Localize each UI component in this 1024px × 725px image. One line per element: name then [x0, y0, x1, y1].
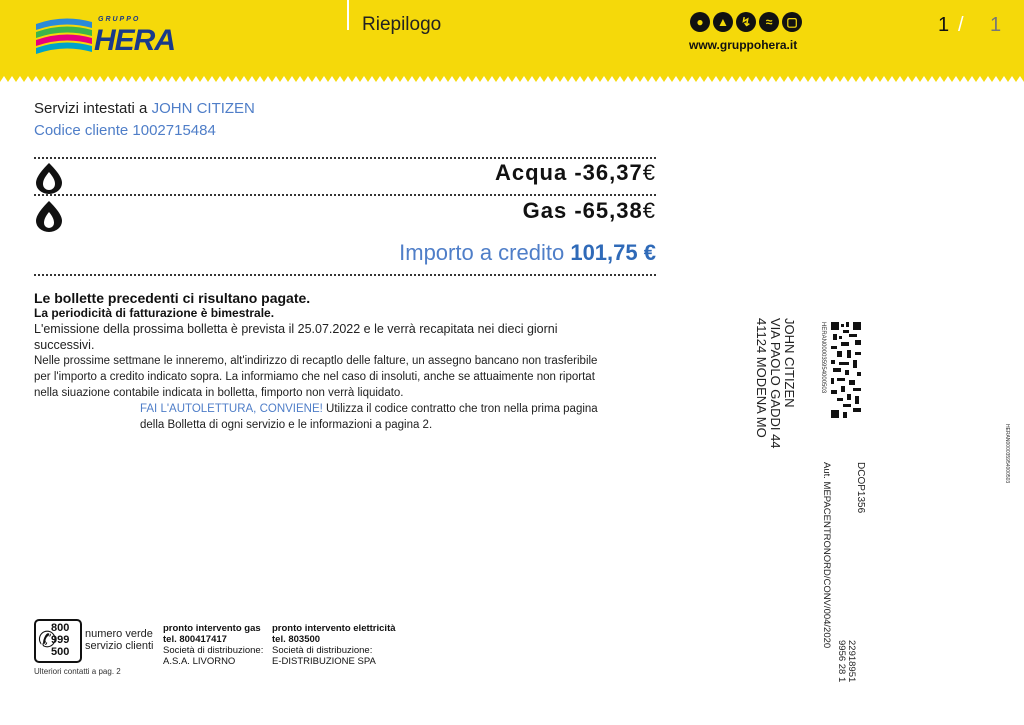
- more-contacts-note: Ulteriori contatti a pag. 2: [34, 667, 121, 676]
- divider-dotted: [34, 157, 656, 159]
- self-reading-highlight: FAI L'AUTOLETTURA, CONVIENE!: [140, 403, 323, 415]
- heat-icon: ≈: [759, 12, 779, 32]
- service-amount-acqua: Acqua -36,37€: [494, 160, 656, 185]
- page-current: 1: [938, 14, 950, 36]
- gas-emergency-title: pronto intervento gas: [163, 623, 261, 634]
- credit-label: Importo a credito: [399, 240, 565, 265]
- recipient-street: VIA PAOLO GADDI 44: [768, 318, 783, 449]
- toll-free-number: 800 999 500: [51, 622, 70, 658]
- credit-amount: 101,75: [570, 240, 638, 265]
- postal-code-1: 22918951: [846, 640, 857, 683]
- page-separator: /: [958, 14, 964, 36]
- el-distributor-label: Società di distribuzione:: [272, 645, 373, 656]
- customer-code-line: [34, 122, 216, 139]
- water-drop-icon: ●: [690, 12, 710, 32]
- electricity-emergency: [272, 623, 396, 667]
- postal-authorization: Aut. MEPACENTRONORD/CONV/004/2020: [821, 462, 832, 649]
- gas-emergency: [163, 623, 263, 667]
- el-emergency-title: pronto intervento elettricità: [272, 623, 396, 634]
- page-total: 1: [990, 14, 1002, 36]
- credit-amount-line: [399, 240, 656, 266]
- hera-logo: [34, 14, 176, 64]
- header-bar: [0, 0, 1024, 84]
- recipient-address: [754, 318, 796, 449]
- header-zigzag-edge: [0, 74, 1024, 84]
- credit-currency: €: [643, 240, 656, 265]
- customer-line: [34, 100, 255, 117]
- customer-name: JOHN CITIZEN: [151, 100, 255, 117]
- self-reading-text: Utilizza il codice contratto che tron nella prima pagina della Bolletta di ogni servizio e le informazioni a pagina 2.: [140, 403, 598, 431]
- electricity-icon: ↯: [736, 12, 756, 32]
- brand-name: HERA: [94, 24, 176, 57]
- page-title: Riepilogo: [362, 14, 442, 35]
- el-distributor: E-DISTRIBUZIONE SPA: [272, 656, 376, 667]
- customer-label: Servizi intestati a: [34, 100, 148, 117]
- qr-code: [829, 320, 863, 420]
- postal-codes: [836, 640, 856, 682]
- website-link[interactable]: www.gruppohera.it: [689, 38, 798, 52]
- customer-code-label: Codice cliente: [34, 122, 129, 139]
- header-divider: [347, 0, 349, 30]
- customer-code: 1002715484: [132, 122, 216, 139]
- recipient-city: 41124 MODENA MO: [754, 318, 769, 438]
- message-block: [34, 290, 614, 433]
- side-code: HERAN000035954000503: [1004, 424, 1010, 484]
- gas-emergency-tel[interactable]: tel. 800417417: [163, 634, 227, 645]
- toll-free-badge: [34, 619, 82, 663]
- message-next-bill: L'emissione della prossima bolletta è prevista il 25.07.2022 e le verrà recapitata nei dieci giorni successivi.: [34, 322, 558, 352]
- gas-flame-icon: [34, 200, 64, 232]
- message-cheque-info: Nelle prossime settmane le inneremo, alt'indirizzo di recaptlo delle falture, un assegno bancano non trasferibile per l'importo a credito indicato sopra. La informiamo che nel caso di insoluti, anche se attuaimente non riportat nella siuazione contabile indicata in bolletta, fimporto non verrà liquidato.: [34, 355, 598, 399]
- dcop-code: DCOP1356: [855, 462, 866, 514]
- postal-code-2: 9956 28 1: [836, 640, 847, 683]
- water-flame-icon: [34, 162, 64, 194]
- message-subtitle: La periodicità di fatturazione è bimestrale.: [34, 306, 275, 320]
- service-icons: [690, 12, 802, 32]
- el-emergency-tel[interactable]: tel. 803500: [272, 634, 321, 645]
- brand-group-label: GRUPPO: [98, 16, 141, 23]
- divider-dotted: [34, 194, 656, 196]
- gas-distributor-label: Società di distribuzione:: [163, 645, 264, 656]
- message-title: Le bollette precedenti ci risultano pagate.: [34, 290, 311, 306]
- message-self-reading: [34, 401, 614, 433]
- service-amount-gas: Gas -65,38€: [522, 198, 656, 223]
- recipient-name: JOHN CITIZEN: [782, 318, 797, 408]
- phone-icon: ✆: [38, 627, 57, 652]
- service-row-gas: [34, 198, 656, 230]
- divider-dotted: [34, 274, 656, 276]
- service-row-acqua: [34, 160, 656, 192]
- waste-icon: ▢: [782, 12, 802, 32]
- gas-flame-icon: ▲: [713, 12, 733, 32]
- hera-logo-stripes: [34, 14, 94, 60]
- barcode-code: HERAN000035954000503: [820, 322, 826, 394]
- gas-distributor: A.S.A. LIVORNO: [163, 656, 236, 667]
- toll-free-label: numero verde servizio clienti: [85, 628, 154, 652]
